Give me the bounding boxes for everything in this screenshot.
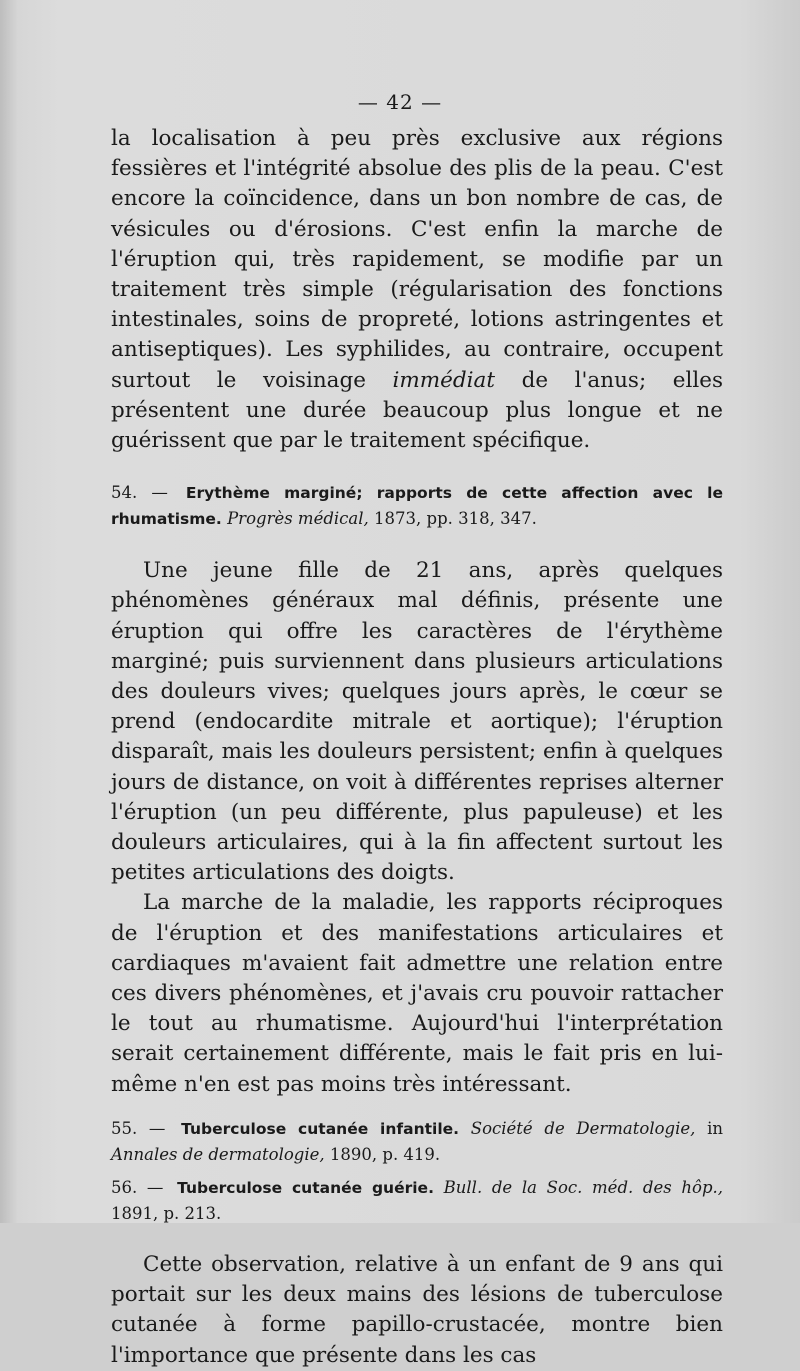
reference-connector: in [695, 1118, 724, 1138]
reference-title: Tuberculose cutanée guérie. [177, 1178, 434, 1197]
reference-56 [111, 1175, 723, 1226]
reference-title: Tuberculose cutanée infantile. [181, 1119, 460, 1138]
reference-55 [111, 1116, 723, 1167]
reference-number: 56. — [111, 1177, 164, 1197]
paragraph-2: Une jeune fille de 21 ans, après quelques phénomènes généraux mal définis, présente une éruption qui offre les caractères de l'érythème marginé; puis surviennent dans plusieurs articulations des douleurs vives; quelques jours après, le cœur se prend (endocardite mitrale et aortique); l'éruption disparaît, mais les douleurs persistent; enfin à quelques jours de distance, on voit à différentes reprises alterner l'éruption (un peu différente, plus papuleuse) et les douleurs articulaires, qui à la fin affectent surtout les petites articulations des doigts. [111, 558, 723, 886]
paragraph-1 [111, 124, 723, 456]
reference-number: 54. — [111, 483, 168, 503]
paragraph-1-text-end: de l'anus; elles présentent une durée beaucoup plus longue et ne guérissent que par le traitement spécifique. [111, 367, 723, 454]
page-content [111, 124, 723, 1371]
reference-details: 1873, pp. 318, 347. [368, 509, 537, 529]
paragraph-1-emphasis: immédiat [392, 367, 496, 393]
reference-title: Erythème marginé; rapports de cette affection avec le rhumatisme. [111, 484, 723, 529]
paragraph-1-text: la localisation à peu près exclusive aux régions fessières et l'intégrité absolue des plis de la peau. C'est encore la coïncidence, dans un bon nombre de cas, de vésicules ou d'érosions. C'est enfin la marche de l'éruption qui, très rapidement, se modifie par un traitement très simple (régularisation des fonctions intestinales, soins de propreté, lotions astringentes et antiseptiques). Les syphilides, au contraire, occupent surtout le voisinage [111, 126, 723, 393]
reference-number: 55. — [111, 1118, 166, 1138]
paragraph-3: La marche de la maladie, les rapports réciproques de l'éruption et des manifestations articulaires et cardiaques m'avaient fait admettre une relation entre ces divers phénomènes, et j'avais cru pouvoir rattacher le tout au rhumatisme. Aujourd'hui l'interprétation serait certainement différente, mais le fait pris en lui-même n'en est pas moins très intéressant. [111, 890, 723, 1097]
reference-details: 1890, p. 419. [324, 1144, 441, 1164]
reference-54 [111, 480, 723, 532]
reference-journal: Société de Dermatologie, [470, 1118, 696, 1138]
reference-journal: Progrès médical, [227, 509, 369, 529]
paragraph-4: Cette observation, relative à un enfant de 9 ans qui portait sur les deux mains des lésions de tuberculose cutanée à forme papillo-crustacée, montre bien l'importance que présente dans les cas [111, 1251, 723, 1368]
page-number: — 42 — [357, 90, 443, 114]
reference-journal-2: Annales de dermatologie, [111, 1144, 325, 1164]
reference-details: 1891, p. 213. [111, 1203, 222, 1223]
reference-journal: Bull. de la Soc. méd. des hôp., [443, 1177, 723, 1197]
